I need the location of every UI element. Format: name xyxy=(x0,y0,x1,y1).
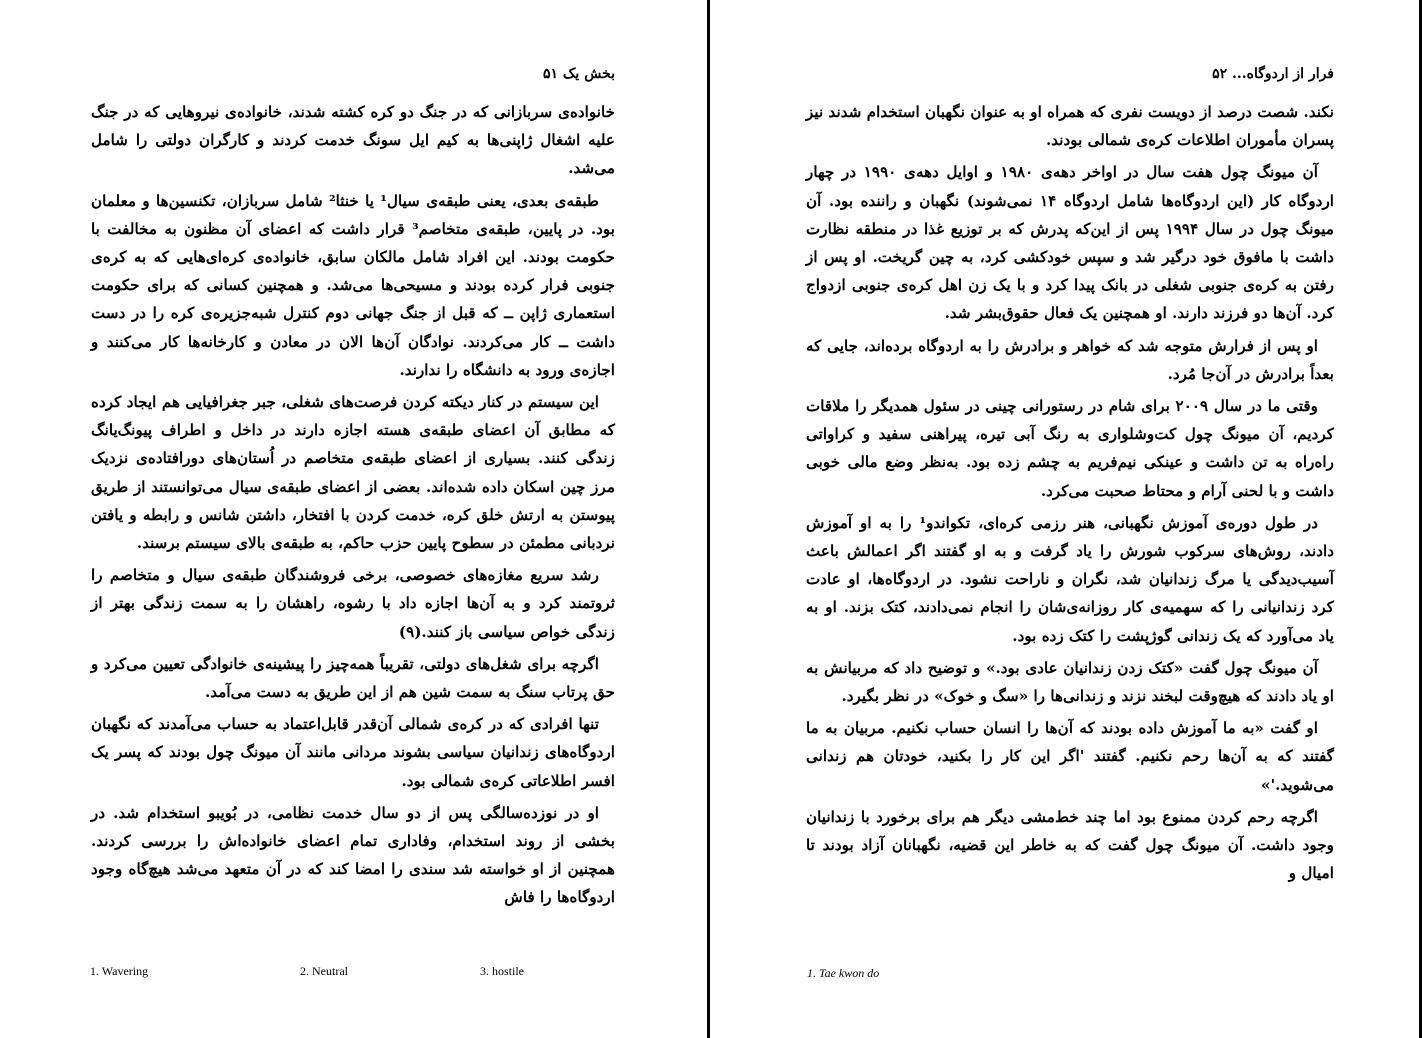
paragraph: در طول دوره‌ی آموزش نگهبانی، هنر رزمی کره‌ای، تکواندو¹ را به او آموزش دادند، روش‌های سرکوب شورش را یاد گرفت و به او گفتند اگر اعمالش باعث آسیب‌دیدگی یا مرگ زندانیان شد، نگران و ناراحت نشود. در اردوگاه‌ها، او عادت کرد زندانیانی را که سهمیه‌ی کار روزانه‌ی‌شان را انجام نمی‌دادند، کتک بزند. او به یاد می‌آورد که یک زندانی گوژپشت را کتک زده بود. xyxy=(806,513,1334,645)
right-page xyxy=(710,0,1422,1038)
paragraph: این سیستم در کنار دیکته کردن فرصت‌های شغلی، جبر جغرافیایی هم ایجاد کرده که مطابق آن اعضای طبقه‌ی هسته اجازه دارند در داخل و اطراف پیونگ‌یانگ زندگی کنند. بسیاری از اعضای طبقه‌ی متخاصم در اُستان‌های دورافتاده‌ی نزدیک مرز چین اسکان داده شده‌اند. بعضی از اعضای طبقه‌ی سیال می‌توانستند از طریق پیوستن به ارتش خلق کره، خدمت کردن با افتخار، داشتن شانس و رابطه و یافتن نردبانی مطمئن در سطوح پایین حزب حاکم، به طبقه‌ی بالای سیستم برسند. xyxy=(91,393,615,553)
page-header xyxy=(1198,66,1334,90)
paragraph: طبقه‌ی بعدی، یعنی طبقه‌ی سیال¹ یا خنثا² شامل سربازان، تکنسین‌ها و معلمان بود. در پایین، طبقه‌ی متخاصم³ قرار داشت که اعضای آن مظنون به مخالفت با حکومت بودند. این افراد شامل مالکان سابق، خانواده‌ی کره‌ای‌هایی که به کره‌ی جنوبی فرار کرده بودند و مسیحی‌ها می‌شد. و همچنین کسانی که برای حکومت استعماری ژاپن ــ که قبل از جنگ جهانی دوم کنترل شبه‌جزیره‌ی کره را در دست داشت ــ کار می‌کردند. نوادگان آن‌ها الان در معادن و کارخانه‌ها کار می‌کنند و اجازه‌ی ورود به دانشگاه را ندارند. xyxy=(91,191,615,379)
paragraph: آن میونگ چول گفت «کتک زدن زندانیان عادی بود.» و توضیح داد که مربیانش به او یاد دادند که هیچ‌وقت لبخند نزند و زندانی‌ها را «سگ و خوک» در نظر بگیرد. xyxy=(806,658,1334,706)
paragraph: رشد سریع مغازه‌های خصوصی، برخی فروشندگان طبقه‌ی سیال و متخاصم را ثروتمند کرد و به آن‌ها اجازه داد با رشوه، راهشان را به سمت زندگی بهتر از زندگی خواص سیاسی باز کنند.(۹) xyxy=(91,566,615,641)
paragraph: خانواده‌ی سربازانی که در جنگ دو کره کشته شدند، خانواده‌ی نیروهایی که در جنگ علیه اشغال ژاپنی‌ها به کیم ایل سونگ خدمت کردند و کارگران دولتی را شامل می‌شد. xyxy=(91,103,615,178)
left-page xyxy=(0,0,707,1038)
page-header-title: فرار از اردوگاه... xyxy=(1232,66,1334,82)
paragraph: آن میونگ چول هفت سال در اواخر دهه‌ی ۱۹۸۰ و اوایل دهه‌ی ۱۹۹۰ در چهار اردوگاه کار (این اردوگاه‌ها شامل اردوگاه ۱۴ نمی‌شوند) نگهبان و راننده بود. آن میونگ چول در سال ۱۹۹۴ پس از این‌که پدرش که بر توزیع غذا در منطقه نظارت داشت با مافوق خود درگیر شد و سپس خودکشی کرد، به چین گریخت. او پس از رفتن به کره‌ی جنوبی شغلی در بانک پیدا کرد و با یک زن اهل کره‌ی جنوبی ازدواج کرد. آن‌ها دو فرزند دارند. او همچنین یک فعال حقوق‌بشر شد. xyxy=(806,163,1335,323)
paragraph: نکند. شصت درصد از دویست نفری که همراه او به عنوان نگهبان استخدام شدند نیز پسران مأموران اطلاعات کره‌ی شمالی بودند. xyxy=(806,103,1334,150)
page-header xyxy=(529,66,615,90)
footnote: 1. Tae kwon do xyxy=(807,966,880,980)
paragraph: وقتی ما در سال ۲۰۰۹ برای شام در رستورانی چینی در سئول همدیگر را ملاقات کردیم، آن میونگ چول کت‌وشلواری به رنگ آبی تیره، پیراهنی سفید و کراواتی راه‌راه به تن داشت و عینکی نیم‌فریم به چشم زده بود. به‌نظر وضع مالی خوبی داشت و با لحنی آرام و محتاط صحبت می‌کرد. xyxy=(806,397,1334,500)
footnote: 1. Wavering xyxy=(90,964,149,978)
footnote: 2. Neutral xyxy=(300,964,348,978)
paragraph: او پس از فرارش متوجه شد که خواهر و برادرش را به اردوگاه برده‌اند، جایی که بعداً برادرش در آن‌جا مُرد. xyxy=(806,336,1334,383)
paragraph: تنها افرادی که در کره‌ی شمالی آن‌قدر قابل‌اعتماد به حساب می‌آمدند که نگهبان اردوگاه‌های زندانیان سیاسی بشوند مردانی مانند آن میونگ چول بودند که پسر یک افسر اطلاعاتی کره‌ی شمالی بود. xyxy=(91,715,615,790)
paragraph: او گفت «به ما آموزش داده بودند که آن‌ها را انسان حساب نکنیم. مربیان به ما گفتند که به آن‌ها رحم نکنیم. گفتند 'اگر این کار را بکنید، خودتان هم زندانی می‌شوید.'» xyxy=(806,719,1334,794)
page-body xyxy=(806,98,1334,891)
footnote: 3. hostile xyxy=(480,964,524,978)
page-number: ۵۱ xyxy=(542,66,559,82)
page-header-title: بخش یک xyxy=(562,66,615,82)
paragraph: اگرچه برای شغل‌های دولتی، تقریباً همه‌چیز را پیشینه‌ی خانوادگی تعیین می‌کرد و حق پرتاب سنگ به سمت شین هم از این طریق به دست می‌آمد. xyxy=(91,654,615,702)
page-body xyxy=(91,98,615,916)
paragraph: اگرچه رحم کردن ممنوع بود اما چند خط‌مشی دیگر هم برای برخورد با زندانیان وجود داشت. آن میونگ چول گفت که به خاطر این قضیه، نگهبانان آزاد بودند تا امیال و xyxy=(806,807,1334,883)
paragraph: او در نوزده‌سالگی پس از دو سال خدمت نظامی، در بُویبو استخدام شد. در بخشی از روند استخدام، وفاداری تمام اعضای خانواده‌اش را بررسی کردند. همچنین از او خواسته شد سندی را امضا کند که در آن متعهد می‌شد هیچ‌گاه وجود اردوگاه‌ها را فاش xyxy=(91,803,615,907)
page-number: ۵۲ xyxy=(1212,66,1228,82)
